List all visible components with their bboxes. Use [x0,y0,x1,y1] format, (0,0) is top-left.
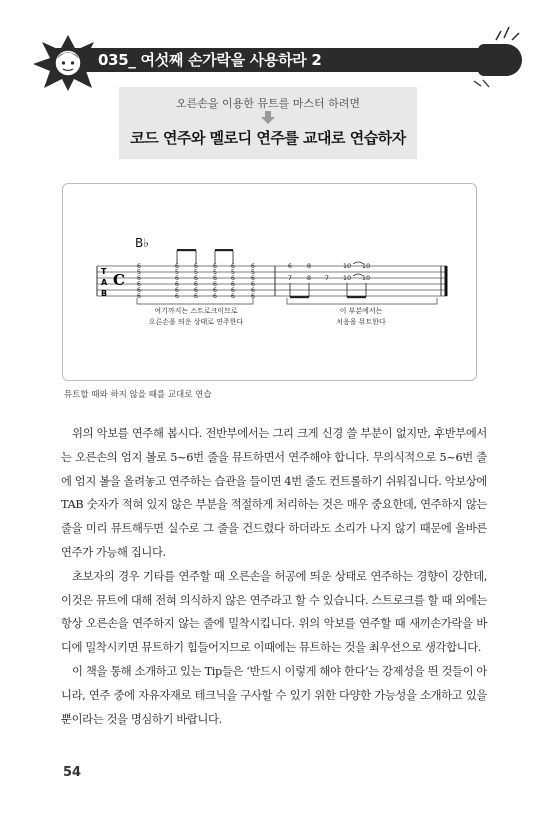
paragraph-2: 초보자의 경우 기타를 연주할 때 오른손을 허공에 띄운 상태로 연주하는 경향이 강한데, 이것은 뮤트에 대해 전혀 의식하지 않은 연주라고 할 수 있습니다. 스트로크를 할 때 외에는 항상 오른손을 연주하지 않는 줄에 밀착시킵니다. 위의 악보를 연주할 때 새끼손가락을 바디에 밀착시키면 뮤트하기 힘들어지므로 이때에는 뮤트하는 것을 최우선으로 생각합니다. [61,569,487,655]
tab-letter-b: B [101,289,108,298]
tab-figure [62,183,477,381]
svg-text:10: 10 [361,262,371,270]
tab-letter-t: T [101,267,107,276]
svg-text:6: 6 [212,280,218,288]
character-badge-icon [32,34,104,92]
down-arrow-icon [261,111,275,125]
svg-text:6: 6 [193,262,199,270]
svg-text:6: 6 [250,292,256,300]
svg-text:6: 6 [250,286,256,294]
paragraph-3: 이 책을 통해 소개하고 있는 Tip들은 ‘반드시 이렇게 해야 한다’는 강제성을 띈 것들이 아니라, 연주 중에 자유자재로 테크닉을 구사할 수 있기 위한 다양한 가능성을 소개하고 있을 뿐이라는 것을 명심하기 바랍니다. [61,664,487,726]
svg-text:5: 5 [174,268,180,276]
svg-text:5: 5 [193,268,199,276]
callout-subtitle: 오른손을 이용한 뮤트를 마스터 하려면 [175,97,360,110]
bracket-right [287,298,437,304]
figure-caption: 뮤트할 때와 하지 않을 때를 교대로 연습 [64,390,212,400]
svg-text:6: 6 [174,274,180,282]
svg-text:6: 6 [193,286,199,294]
svg-text:6: 6 [230,280,236,288]
beam-right-1 [290,296,309,298]
strum-col-4 [213,262,217,300]
callout-headline: 코드 연주와 멜로디 연주를 교대로 연습하자 [130,129,406,147]
beam-right-2 [347,296,366,298]
svg-text:6: 6 [250,274,256,282]
tab-staff-lines [97,266,447,296]
svg-text:6: 6 [136,274,142,282]
svg-text:5: 5 [250,268,256,276]
svg-text:6: 6 [136,286,142,294]
emphasis-marks-icon [492,22,522,44]
annotation-right-line1: 이 부분에서는 [339,307,383,315]
svg-text:6: 6 [136,292,142,300]
chord-symbol: B♭ [135,236,149,250]
svg-text:6: 6 [193,280,199,288]
page-number: 54 [63,765,82,780]
annotation-left-line1: 여기까지는 스트로크이므로 [154,307,238,315]
annotation-right-line2: 처음을 뮤트한다 [336,318,386,326]
svg-text:7: 7 [324,274,330,282]
svg-text:10: 10 [361,274,371,282]
svg-text:6: 6 [230,286,236,294]
strum-col-3 [194,262,198,300]
svg-text:10: 10 [342,262,352,270]
time-signature: C [113,271,125,289]
svg-text:5: 5 [136,268,142,276]
svg-text:6: 6 [212,262,218,270]
svg-text:6: 6 [136,262,142,270]
svg-text:7: 7 [287,274,293,282]
svg-text:6: 6 [230,292,236,300]
annotation-left-line2: 오른손을 띄운 상태로 연주한다 [148,318,244,326]
beam-left-1 [177,249,196,251]
svg-text:6: 6 [212,292,218,300]
svg-text:6: 6 [287,262,293,270]
svg-text:6: 6 [136,280,142,288]
svg-text:6: 6 [230,274,236,282]
svg-text:8: 8 [306,274,312,282]
tab-letter-a: A [101,278,108,287]
svg-text:5: 5 [212,268,218,276]
beam-left-2 [215,249,233,251]
sound-marks-icon [471,78,493,90]
svg-text:10: 10 [342,274,352,282]
svg-text:6: 6 [174,292,180,300]
strum-col-2 [175,262,179,300]
paragraph-1: 위의 악보를 연주해 봅시다. 전반부에서는 그리 크게 신경 쓸 부분이 없지만, 후반부에서는 오른손의 엄지 볼로 5~6번 줄을 뮤트하면서 연주해야 합니다. 무의식적으로 5~6번 줄에 엄지 볼을 올려놓고 연주하는 습관을 들이면 4번 줄도 컨트롤하기 쉬워집니다. 악보상에 TAB 숫자가 적혀 있지 않은 부분을 적절하게 처리하는 것은 매우 중요한데, 연주하지 않는 줄을 미리 뮤트해두면 실수로 그 줄을 건드렸다 하더라도 소리가 나지 않기 때문에 올바른 연주가 가능해 집니다. [61,427,487,559]
strum-col-5 [231,262,235,300]
svg-text:6: 6 [212,274,218,282]
chord-strum-columns [137,262,255,300]
header-guitar-end [478,44,522,76]
svg-text:6: 6 [250,262,256,270]
chapter-title: 035_ 여섯째 손가락을 사용하라 2 [98,51,322,69]
svg-text:5: 5 [230,268,236,276]
rhythm-stems-left [177,250,233,264]
svg-text:6: 6 [250,280,256,288]
strum-col-1 [137,262,141,300]
svg-text:6: 6 [193,274,199,282]
guitar-tab-notation [63,184,476,380]
svg-text:6: 6 [174,286,180,294]
svg-text:8: 8 [306,262,312,270]
strum-col-6 [251,262,255,300]
svg-text:6: 6 [174,280,180,288]
svg-text:6: 6 [174,262,180,270]
body-text [61,422,487,731]
svg-text:6: 6 [230,262,236,270]
tip-callout-box [119,87,417,159]
svg-text:6: 6 [193,292,199,300]
svg-text:6: 6 [212,286,218,294]
